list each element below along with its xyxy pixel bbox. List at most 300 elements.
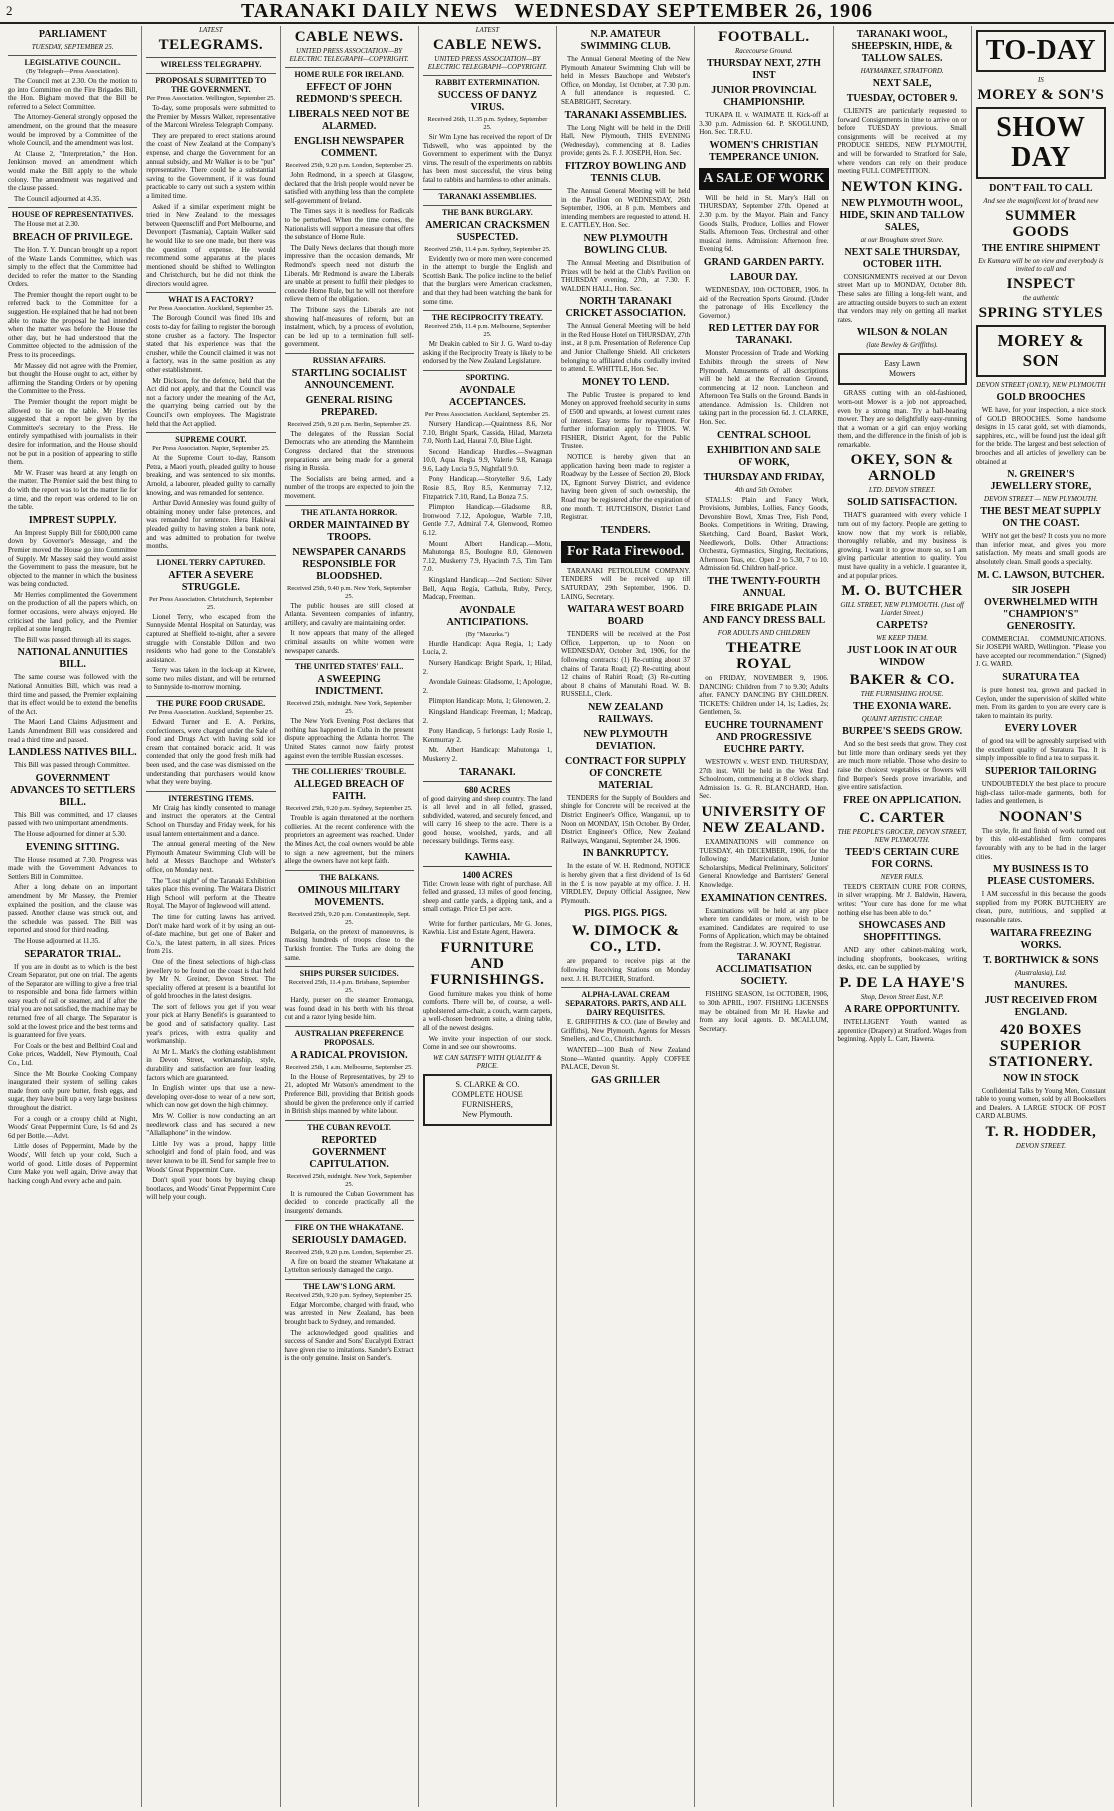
article-paragraph: The House resumed at 7.30. Progress was made with the Government Advances to Settlers Bill in Committee. bbox=[8, 855, 138, 881]
section-heading: TARANAKI WOOL, SHEEPSKIN, HIDE, & TALLOW SALES. bbox=[851, 29, 953, 64]
section-heading: SUCCESS OF DANYZ VIRUS. bbox=[437, 90, 537, 113]
article-headline: LEGISLATIVE COUNCIL. bbox=[8, 55, 137, 67]
section-heading: TENDERS. bbox=[600, 524, 651, 536]
article-paragraph: The annual general meeting of the New Plymouth Amateur Swimming Club will be held at Messrs Bauchope and Webster's office, on Monday next. bbox=[146, 840, 276, 874]
article-paragraph: TEED'S CERTAIN CURE FOR CORNS, in silver wrapping. Mr J. Baldwin, Hawera, writes: "Your cure has done for me what nothing else has been able to do." bbox=[837, 882, 967, 917]
section-heading: GENERAL RISING PREPARED. bbox=[305, 394, 393, 418]
section-heading: ORDER MAINTAINED BY TROOPS. bbox=[288, 519, 410, 543]
section-heading: NORTH TARANAKI CRICKET ASSOCIATION. bbox=[565, 296, 686, 320]
subheading: (late Bewley & Griffiths). bbox=[866, 341, 938, 350]
article-paragraph: are prepared to receive pigs at the following Receiving Stations on Monday next. J. H. BUTCHER, Stratford. bbox=[561, 957, 691, 983]
dateline: Received 25th, 9.20 p.m. Berlin, September 25. bbox=[287, 420, 412, 428]
column-8 bbox=[972, 26, 1110, 1807]
section-heading: BURPEE'S SEEDS GROW. bbox=[842, 726, 963, 738]
boxed-ad-line: S. CLARKE & CO. bbox=[455, 1079, 520, 1089]
section-heading: TELEGRAMS. bbox=[158, 37, 264, 53]
article-paragraph: of good tea will be agreeably surprised with the excellent quality of Suratura Tea. It is simply impossible to find a tea to surpass it. bbox=[975, 737, 1106, 763]
article-paragraph: Will be held in St. Mary's Hall on THURSDAY, September 27th. Opened at 2.30 p.m. by the Mayor. Plain and Fancy Goods Stalls, Produce, Lollies and Flower Stalls. Afternoon Teas. Orchestral and other musical items. Admission: Afternoon free. Evening 6d. bbox=[699, 193, 829, 254]
column-2 bbox=[142, 26, 280, 1807]
subheading: THE FURNISHING HOUSE. bbox=[860, 690, 944, 699]
subheading: QUAINT ARTISTIC CHEAP. bbox=[861, 715, 943, 724]
article-paragraph: The same course was followed with the National Annuities Bill, which was read a third time and passed, the Premier explaining that its effect would be to extend the benefits of the Act. bbox=[8, 673, 138, 716]
section-heading: PIGS. PIGS. PIGS. bbox=[584, 908, 667, 920]
article-paragraph: In the House of Representatives, by 29 to 21, adopted Mr Watson's amendment to the Preference Bill, providing that British goods should be given the preference only if carried in British ships manned by white labour. bbox=[284, 1072, 414, 1116]
article-paragraph: Mr Massey did not agree with the Premier, but thought the House ought to act, either by affirming the Standing Orders or by opening the Committee to the Press. bbox=[8, 361, 138, 396]
article-headline: ALPHA-LAVAL CREAM SEPARATORS. PARTS, AND ALL DAIRY REQUISITES. bbox=[561, 987, 690, 1017]
article-paragraph: Edward Turner and E. A. Perkins, confectioners, were charged under the Sale of Food and Drugs Act with having sold ice cream that contained boracic acid. It was contended that only the good fresh milk had been used, and the case was dismissed on the understanding that purchasers would know what they were buying. bbox=[146, 718, 276, 787]
section-heading: BAKER & CO. bbox=[849, 672, 955, 689]
section-heading: FURNITURE AND FURNISHINGS. bbox=[430, 939, 545, 988]
article-paragraph: Pony Handicap.—Storyteller 9.6, Lady Rosie 8.5, Roy 8.5, Kenmurray 7.12, Fitzpatrick 7.10, Rand, La Bonza 7.5. bbox=[422, 475, 552, 501]
article-paragraph: The Hon. T. Y. Duncan brought up a report of the Waste Lands Committee, which was simply to the effect that the Committee had decided to refer the matter to the Standing Orders. bbox=[8, 245, 138, 289]
section-heading: WAITARA FREEZING WORKS. bbox=[989, 927, 1092, 951]
article-paragraph: The Borough Council was fined 10s and costs to-day for failing to register the borough stone crusher as a factory. The Inspector stated that his experience was that the crusher, while the Council claimed it was not a factory, was in the same position as any other establishment. bbox=[146, 314, 276, 375]
section-heading: CABLE NEWS. bbox=[432, 37, 542, 53]
article-paragraph: And so the best seeds that grow. They cost but little more than ordinary seeds yet they are much more reliable. Those who desire to raise the choicest vegetables or flowers will find Burpee's Seeds prove invariable, and give entire satisfaction. bbox=[837, 740, 967, 792]
article-paragraph: The Premier thought the report ought to be referred back to the Committee for a suggestion. He explained that he had not been able to make the proposal he had intended when the matter was before the House the other day, but he had understood that the Committee objected to the admission of the Press to its proceedings. bbox=[8, 290, 138, 360]
ad-title: 1400 ACRES bbox=[462, 869, 513, 880]
article-headline: WHAT IS A FACTORY? bbox=[146, 292, 275, 304]
article-paragraph: Avondale Guineas: Gladsome, 1; Apologue, 2. bbox=[422, 678, 552, 695]
subheading: UNITED PRESS ASSOCIATION—BY ELECTRIC TELEGRAPH—COPYRIGHT. bbox=[289, 47, 409, 63]
article-paragraph: AND any other cabinet-making work, including shopfronts, bookcases, writing desks, etc. can be supplied by bbox=[837, 946, 967, 972]
article-paragraph: Hardy, purser on the steamer Eromanga, was found dead in his berth with his throat cut and a razor lying beside him. bbox=[284, 996, 414, 1022]
article-paragraph: The acknowledged good qualities and success of Sander and Sons' Eucalypti Extract have given rise to imitations. Sander's Extract is the only genuine. Insist on Sander's. bbox=[284, 1328, 414, 1363]
dateline: Received 25th, 9.40 p.m. New York, September 25. bbox=[287, 584, 412, 600]
subheading: LATEST bbox=[199, 26, 223, 34]
section-heading: ALLEGED BREACH OF FAITH. bbox=[293, 779, 405, 803]
section-heading: TUESDAY, OCTOBER 9. bbox=[846, 93, 958, 104]
article-paragraph: The New York Evening Post declares that nothing has happened in Cuba in the present dispute approaching the Atlanta horror. The United States cannot now fairly protest against even the terrible Russian excesses. bbox=[284, 717, 414, 760]
article-paragraph: At the Supreme Court to-day, Ransom Petra, a Maori youth, pleaded guilty to house breaking, and was sentenced to six months. Arnold, a labourer, pleaded guilty to carnally knowing, and was remanded for sentence. bbox=[146, 454, 276, 497]
dateline: Received 25th, 9.20 p.m. London, September 25. bbox=[285, 1248, 414, 1256]
article-headline: FIRE ON THE WHAKATANE. bbox=[285, 1220, 414, 1232]
article-headline: THE RECIPROCITY TREATY. bbox=[423, 310, 552, 322]
subheading: DEVON STREET — NEW PLYMOUTH. bbox=[984, 495, 1098, 504]
section-heading: SERIOUSLY DAMAGED. bbox=[291, 1234, 407, 1246]
article-headline: HOME RULE FOR IRELAND. bbox=[285, 67, 414, 79]
article-paragraph: In the estate of W. H. Redmond, NOTICE is hereby given that a first dividend of 1s 6d in the £ is now payable at my office. J. H. VIRDLEY, Deputy Official Assignee, New Plymouth. bbox=[561, 862, 691, 905]
section-heading: EVENING SITTING. bbox=[25, 841, 120, 853]
article-paragraph: Don't spoil your boots by buying cheap bootlaces, and Woods' Great Peppermint Cure will help your cough. bbox=[146, 1176, 276, 1202]
boxed-advertisement bbox=[838, 353, 967, 385]
article-paragraph: This Bill was committed, and 17 clauses passed with two unimportant amendments. bbox=[8, 810, 138, 828]
article-paragraph: I AM successful in this because the goods supplied from my PORK BUTCHERY are clean, pure, nutritious, and supplied at reasonable rates. bbox=[975, 890, 1106, 924]
article-paragraph: Nursery Handicap: Bright Spark, 1; Hilad, 2. bbox=[422, 658, 552, 676]
section-heading: CABLE NEWS. bbox=[294, 29, 404, 45]
section-heading: CONTRACT FOR SUPPLY OF CONCRETE MATERIAL bbox=[565, 755, 687, 791]
advertisement bbox=[423, 781, 552, 849]
section-heading: EUCHRE TOURNAMENT AND PROGRESSIVE EUCHRE PARTY. bbox=[704, 719, 823, 755]
article-headline: THE CUBAN REVOLT. bbox=[285, 1120, 414, 1132]
section-heading: LABOUR DAY. bbox=[730, 271, 798, 283]
section-heading: GAS GRILLER bbox=[591, 1074, 661, 1086]
section-heading: BREACH OF PRIVILEGE. bbox=[12, 231, 133, 243]
dateline: Per Press Association. Christchurch, September 25. bbox=[148, 595, 273, 611]
section-heading: RED LETTER DAY FOR TARANAKI. bbox=[708, 323, 820, 347]
inverted-heading: For Rata Firewood. bbox=[561, 541, 690, 563]
subheading: Racecourse Ground. bbox=[735, 47, 793, 55]
section-heading: EFFECT OF JOHN REDMOND'S SPEECH. bbox=[296, 82, 403, 105]
article-paragraph: Mr Dickson, for the defence, held that the Act did not apply, and that the Council was not a factory under the meaning of the Act, the quarrying being carried out by the Council's own employees. The Magistrate held that the Act applied. bbox=[146, 376, 276, 428]
article-headline: WIRELESS TELEGRAPHY. bbox=[146, 57, 275, 69]
section-heading: THE ENTIRE SHIPMENT bbox=[981, 243, 1100, 254]
section-heading: WILSON & NOLAN bbox=[856, 327, 948, 339]
article-paragraph: An Imprest Supply Bill for £600,000 came down by Governor's Message, and the Premier moved the House go into Committee of Supply. Mr Massey said they would assist the Government to pass the measure, but he objected to the manner in which the business was being conducted. bbox=[8, 528, 138, 589]
section-heading: KAWHIA. bbox=[464, 851, 511, 863]
article-paragraph: The Annual General Meeting will be held in the Pavilion on WEDNESDAY, 26th September, 1906, at 8 p.m. Members and intending members are requested to attend. H. E. CATTLEY, Hon. Sec. bbox=[561, 186, 691, 230]
article-paragraph: Mr Craig has kindly consented to manage and instruct the operators at the Central School on Thursday and Friday week, for his usual lantern entertainment and a dance. bbox=[146, 803, 276, 838]
article-paragraph: TENDERS will be received at the Post Office, Lepperton, up to Noon on WEDNESDAY, October 3rd, 1906, for the following contracts: (1) Re-cutting about 37 chains of Tarata Road; (2) Re-cutting about 12 chains of Rahiri Road; (3) Re-cutting about 8 chains of Manutahi Road. W. B. RUSSELL, Clerk. bbox=[561, 630, 691, 699]
section-heading: W. DIMOCK & CO., LTD. bbox=[571, 923, 680, 956]
article-paragraph: CONSIGNMENTS received at our Devon street Mart up to MONDAY, October 8th. These sales are filling a long-felt want, and are attracting outside buyers to such an extent that vendors may rely on getting all market rates. bbox=[837, 272, 967, 324]
boxed-advertisement bbox=[423, 1074, 552, 1126]
dateline: Received 25th, 11.4 p.m. Melbourne, September 25. bbox=[424, 323, 551, 339]
section-heading: FREE ON APPLICATION. bbox=[843, 794, 962, 806]
masthead bbox=[0, 0, 1114, 24]
article-paragraph: The Tribune says the Liberals are not showing half-measures of reform, but an instalment, which, by a process of evolution, can be led up to a termination full self-government. bbox=[284, 305, 414, 349]
section-heading: PARLIAMENT bbox=[38, 29, 107, 40]
article-paragraph: For a cough or a croupy child at Night, Woods' Great Peppermint Cure, 1s 6d and 2s 6d per Bottle.—Advt. bbox=[8, 1114, 138, 1140]
ad-text: of good dairying and sheep country. The land is all level and in all felled, grassed, subdivided, watered, and securely fenced, and will carry 16 sheep to the acre. There is a good house, woolshed, yards, and all necessary buildings. Terms easy. bbox=[422, 794, 552, 845]
section-heading: P. DE LA HAYE'S bbox=[839, 974, 965, 991]
article-paragraph: Mount Albert Handicap.—Motu, Mahutonga 8.5, Boulogne 8.0, Glenowen 7.12, Muskerry 7.9, Hyacinth 7.5, Tim Tam 7.0. bbox=[422, 539, 552, 574]
subheading: Shop, Devon Street East, N.P. bbox=[860, 992, 944, 1001]
boxed-ad-line: COMPLETE HOUSE FURNISHERS, bbox=[451, 1089, 523, 1109]
article-paragraph: The Socialists are being armed, and a number of the troops are expected to join the movement. bbox=[284, 474, 414, 501]
section-heading: MANURES. bbox=[1014, 979, 1068, 991]
subheading: DEVON STREET. bbox=[1015, 1141, 1066, 1150]
subheading: DEVON STREET (ONLY), NEW PLYMOUTH bbox=[976, 381, 1106, 389]
section-heading: N.P. AMATEUR SWIMMING CLUB. bbox=[580, 29, 671, 52]
boxed-ad-line: New Plymouth. bbox=[462, 1109, 513, 1119]
section-heading: NOONAN'S bbox=[999, 808, 1083, 825]
section-heading: STARTLING SOCIALIST ANNOUNCEMENT. bbox=[291, 367, 407, 391]
article-paragraph: Evidently two or more men were concerned in the attempt to burgle the English and Scottish Bank. The police incline to the belief that the burglars were American cracksmen, and that they had been watching the bank for some time. bbox=[422, 254, 552, 306]
article-paragraph: The Annual General Meeting will be held in the Red House Hotel on THURSDAY, 27th inst., at 8 p.m. Presentation of Reference Cup and Junior Challenge Shield. All cricketers belonging to affiliated clubs cordially invited to attend. E. WHITTLE, Hon. Sec. bbox=[561, 322, 691, 374]
page-number: 2 bbox=[6, 3, 13, 18]
article-paragraph: The Annual Meeting and Distribution of Prizes will be held at the Club's Pavilion on THURSDAY evening, 27th, at 7.30. F. WALDEN HALL, Hon. Sec. bbox=[561, 258, 691, 293]
article-headline: RABBIT EXTERMINATION. bbox=[423, 75, 552, 87]
section-heading: CARPETS? bbox=[876, 620, 928, 632]
article-paragraph: WHY not get the best? It costs you no more than inferior meat, and gives you more satisfaction. My meats and small goods are absolutely clean. Small goods a specialty. bbox=[975, 532, 1106, 566]
article-paragraph: WANTED—100 Bush of New Zealand Stone—Wanted quantity. Apply COFFEE PALACE, Devon St. bbox=[561, 1045, 691, 1072]
section-heading: A RARE OPPORTUNITY. bbox=[844, 1003, 960, 1015]
article-headline: SUPREME COURT. bbox=[146, 432, 275, 444]
section-heading: M. O. BUTCHER bbox=[841, 583, 963, 600]
section-heading: GRAND GARDEN PARTY. bbox=[703, 256, 824, 268]
section-heading: A RADICAL PROVISION. bbox=[290, 1049, 408, 1061]
section-heading: JUST LOOK IN AT OUR WINDOW bbox=[847, 645, 958, 669]
article-paragraph: After a long debate on an important amendment by Mr Massey, the Premier explained the position, and the clause was passed. Another clause was struck out, and the schedule was passed. The Bill was reported and stood for third reading. bbox=[8, 883, 138, 935]
section-heading: FITZROY BOWLING AND TENNIS CLUB. bbox=[564, 160, 687, 184]
article-headline: SPORTING. bbox=[423, 370, 552, 382]
section-heading: LIBERALS NEED NOT BE ALARMED. bbox=[288, 109, 410, 132]
section-heading: SOLID SATISFACTION. bbox=[847, 497, 957, 509]
column-7 bbox=[834, 26, 972, 1807]
article-paragraph: Kingsland Handicap.—2nd Section: Silver Bell, Aqua Regia, Cathula, Ruby, Percy, Madcap, Freeman. bbox=[422, 576, 552, 602]
article-paragraph: The Premier thought the report might be allowed to lie on the table. Mr Herries suggested that a report be given by the Committee's secretary to the Press. He entirely sympathised with journalists in their desire for information, and the House should not be put in a position of appearing to stifle them. bbox=[8, 398, 138, 467]
article-paragraph: COMMERCIAL COMMUNICATIONS. Sir JOSEPH WARD, Wellington. "Please you have accepted our recommendation." (Signed) J. G. WARD. bbox=[975, 634, 1106, 669]
article-paragraph: Sir Wm Lyne has received the report of Dr Tidswell, who was appointed by the Government to experiment with the Danyz virus. The result of the experiments on rabbits has been most successful, the virus being fatal to rabbits and harmless to other animals. bbox=[422, 133, 552, 184]
article-paragraph: Since the Mt Bourke Cooking Company inaugurated their system of selling cakes made from only pure butter, fresh eggs, and sugar, they have built up a very large business throughout the district. bbox=[8, 1069, 138, 1112]
article-paragraph: At Mr L. Mark's the clothing establishment in Devon Street, workmanship, style, durability and satisfaction are four leading factors which are guaranteed. bbox=[146, 1047, 276, 1082]
article-headline: INTERESTING ITEMS. bbox=[146, 791, 275, 803]
article-paragraph: Good furniture makes you think of home comforts. There will be, of course, a well-upholstered arm-chair, a couch, warm carpets, a well-chosen bedroom suite, a dining table, all of the newest designs. bbox=[422, 989, 552, 1033]
boxed-ad-line: SHOW DAY bbox=[996, 112, 1086, 173]
article-paragraph: WEDNESDAY, 10th OCTOBER, 1906. In aid of the Recreation Sports Ground. (Under the patronage of His Excellency the Governor.) bbox=[699, 285, 829, 320]
article-paragraph: Mr Herries complimented the Government on the production of all the papers which, on former occasions, were always enjoyed. He criticised the land policy, and the Premier replied at some length. bbox=[8, 590, 138, 634]
ad-title: 680 ACRES bbox=[464, 784, 511, 795]
subheading: FOR ADULTS AND CHILDREN bbox=[717, 629, 811, 637]
article-paragraph: In English winter ups that use a new-developing over-dose to wear of a new sort, which can now get down the high chimney. bbox=[146, 1084, 276, 1110]
subheading: UNITED PRESS ASSOCIATION—BY ELECTRIC TELEGRAPH—COPYRIGHT. bbox=[427, 55, 548, 71]
article-paragraph: THAT'S guaranteed with every vehicle I turn out of my factory. People are getting to know now that my work is reliable, thoroughly reliable, and my business is growing. I want it to grow more so, so I am giving particular attention to quality. You must have quality in a vehicle. I guarantee it, and at popular prices. bbox=[837, 511, 967, 580]
article-paragraph: is pure honest tea, grown and packed in Ceylon, under the supervision of skilled white men. From its garden to you are every care is taken to maintain its purity. bbox=[975, 685, 1106, 720]
column-4 bbox=[419, 26, 557, 1807]
ad-text: Title: Crown lease with right of purchase. All felled and grassed, 13 miles of good fencing, sheep and cattle yards, a dipping tank, and a small cottage. Price £3 per acre. bbox=[422, 879, 552, 913]
section-heading: GOLD BROOCHES bbox=[996, 392, 1086, 403]
subheading: (Australasia), Ltd. bbox=[1015, 968, 1067, 977]
subheading: LATEST bbox=[475, 26, 500, 34]
section-heading: DON'T FAIL TO CALL bbox=[989, 183, 1093, 194]
article-paragraph: Arthur David Annesley was found guilty of obtaining money under false pretences, and was remanded for sentence. Hera Hakiwai pleaded guilty to having stolen a bank note, and was admitted to probation for twelve months. bbox=[146, 499, 276, 551]
article-paragraph: TARANAKI PETROLEUM COMPANY. TENDERS will be received up till SATURDAY, 29th September, 1906. D. LAING, Secretary. bbox=[561, 566, 691, 601]
article-paragraph: The Attorney-General strongly opposed the amendment, on the ground that the measure would be improved by a Committee of the whole Council, and the amendment was lost. bbox=[8, 113, 138, 148]
article-headline: THE PURE FOOD CRUSADE. bbox=[146, 696, 275, 708]
section-heading: CENTRAL SCHOOL bbox=[717, 429, 811, 441]
dateline: Received 25th, 9.20 p.m. Sydney, September 25. bbox=[285, 1291, 413, 1299]
article-paragraph: Second Handicap Hurdles.—Swagman 10.0, Aqua Regia 9.9, Valerie 9.8, Kanaga 9.6, Lady Lucia 9.5, Nightfall 9.0. bbox=[422, 447, 552, 473]
article-paragraph: Little Ivy was a proud, happy little schoolgirl and fond of plain food, and was never known to be ill. Send for sample free to Woods' Great Peppermint Cure. bbox=[146, 1139, 276, 1174]
section-heading: WOMEN'S CHRISTIAN TEMPERANCE UNION. bbox=[709, 139, 819, 163]
dateline: Received 25th, 11.4 p.m. Sydney, September 25. bbox=[424, 245, 551, 253]
boxed-advertisement bbox=[976, 107, 1106, 179]
subheading: Ex Kumara will be on view and everybody is invited to call and bbox=[978, 257, 1104, 273]
dateline: Per Press Association. Auckland, September 25. bbox=[148, 305, 274, 313]
article-paragraph: Trouble is again threatened at the northern collieries. At the recent conference with the proprietors an agreement was reached. Under the Mines Act, the coal owners would be able to sign a new agreement, but the miners allege the owners have not kept faith. bbox=[284, 814, 414, 866]
dateline: Received 25th, 9.20 p.m. Constantinople, Sept. 25. bbox=[287, 910, 411, 926]
boxed-ad-line: Easy Lawn bbox=[884, 359, 920, 369]
article-headline: TARANAKI ASSEMBLIES. bbox=[423, 189, 552, 201]
article-paragraph: Terry was taken in the lock-up at Kirwee, some two miles distant, and will be returned to Sunnyside to-morrow morning. bbox=[146, 666, 276, 692]
section-heading: T. R. HODDER, bbox=[985, 1123, 1097, 1140]
section-heading: EXHIBITION AND SALE OF WORK, bbox=[706, 444, 821, 468]
section-heading: N. GREINER'S JEWELLERY STORE, bbox=[990, 469, 1092, 493]
article-paragraph: CLIENTS are particularly requested to forward Consignments in time to arrive on or before TUESDAY previous. Small consignments will be received at my PRODUCE SHEDS, NEW PLYMOUTH, and will be forwarded to Stratford for Sale, where vendors can rely on their produce meeting FULL COMPETITION. bbox=[837, 107, 967, 176]
subheading: WE CAN SATISFY WITH QUALITY & PRICE. bbox=[432, 1053, 542, 1070]
dateline: Received 25th, 9.20 p.m. London, September 25. bbox=[285, 162, 414, 169]
article-paragraph: The Council adjourned at 4.35. bbox=[14, 194, 102, 203]
article-paragraph: The House met at 2.30. bbox=[14, 220, 80, 229]
article-paragraph: Mr Deakin cabled to Sir J. G. Ward to-day asking if the Reciprocity Treaty is likely to be endorsed by the New Zealand Legislature. bbox=[422, 340, 552, 366]
subheading: And see the magnificent lot of brand new bbox=[983, 197, 1099, 205]
article-paragraph: The House adjourned at 11.35. bbox=[14, 936, 101, 945]
section-heading: LANDLESS NATIVES BILL. bbox=[8, 747, 137, 759]
article-headline: THE BANK BURGLARY. bbox=[423, 205, 552, 217]
article-paragraph: Pony Handicap, 5 furlongs: Lady Rosie 1, Kenmurray 2. bbox=[422, 727, 552, 744]
dateline: Per Press Association. Auckland, September 25. bbox=[424, 410, 550, 418]
section-heading: NATIONAL ANNUITIES BILL. bbox=[17, 647, 128, 671]
section-heading: IN BANKRUPTCY. bbox=[582, 848, 669, 860]
section-heading: WAITARA WEST BOARD BOARD bbox=[567, 604, 684, 628]
section-heading: AVONDALE ACCEPTANCES. bbox=[448, 384, 526, 408]
section-heading: AVONDALE ANTICIPATIONS. bbox=[446, 604, 529, 628]
article-paragraph: Mrs W. Collier is now conducting an art needlework class and has secured a new "Allallaphone" in the window. bbox=[146, 1112, 276, 1138]
section-heading: OKEY, SON & ARNOLD bbox=[850, 452, 954, 485]
article-paragraph: The Annual General Meeting of the New Plymouth Amateur Swimming Club will be held in Messrs Bauchope and Webster's Office, on Monday, 1st October, at 7.30 p.m. A full attendance is requested. C. SEABRIGHT, Secretary. bbox=[561, 55, 691, 106]
section-heading: TARANAKI ACCLIMATISATION SOCIETY. bbox=[715, 952, 813, 988]
article-paragraph: Monster Procession of Trade and Working Exhibits through the streets of New Plymouth. Amusements of all descriptions will be held at the Recreation Ground, commencing at 12 noon. Luncheon and Afternoon Tea Stalls on the Ground. Bands in attendance. Admission 1s. Children not taking part in the procession 6d. J. CLARKE, Hon. Sec. bbox=[699, 349, 829, 427]
article-headline: RUSSIAN AFFAIRS. bbox=[285, 353, 414, 365]
section-heading: FOOTBALL. bbox=[718, 29, 810, 45]
article-paragraph: Confidential Talks by Young Men, Constant table to young women, sold by all Booksellers and Dealers. A LARGE STOCK OF POST CARD ALBUMS. bbox=[975, 1086, 1106, 1121]
article-paragraph: The Long Night will be held in the Drill Hall, New Plymouth, THIS EVENING (Wednesday), commencing at 8. Ladies provide; gents 2s. F. J. JOSEPH, Hon. Sec. bbox=[561, 123, 691, 158]
section-heading: SIR JOSEPH OVERWHELMED WITH "CHAMPION'S" GENEROSITY. bbox=[984, 584, 1098, 632]
section-heading: NEW PLYMOUTH BOWLING CLUB. bbox=[583, 232, 668, 256]
article-paragraph: Mr W. Fraser was heard at any length on the matter. The Premier said the best thing to do with the report was to let the matter lie for a time, and the report was ordered to lie on the table. bbox=[8, 468, 138, 512]
section-heading: MOREY & SON'S bbox=[977, 87, 1105, 103]
inverted-heading: A SALE OF WORK bbox=[699, 168, 828, 190]
section-heading: AMERICAN CRACKSMEN SUSPECTED. bbox=[425, 219, 550, 243]
section-heading: IMPREST SUPPLY. bbox=[28, 514, 117, 526]
article-paragraph: They are prepared to erect stations around the coast of New Zealand at the Company's expense, and charge the Government for an annual subsidy, and Mr Walker is to be "put" representative. There could be a substantial saving to the Government, if it was found practicable to carry out such a system within a limited time. bbox=[146, 131, 276, 200]
article-paragraph: UNDOUBTEDLY the best place to procure high-class tailor-made garments, both for ladies and gentlemen, is bbox=[975, 780, 1106, 806]
section-heading: NOW IN STOCK bbox=[1002, 1072, 1079, 1084]
column-3 bbox=[281, 26, 419, 1807]
article-headline: THE ATLANTA HORROR. bbox=[285, 505, 414, 517]
subheading: THE PEOPLE'S GROCER, DEVON STREET, NEW PLYMOUTH. bbox=[837, 827, 967, 844]
article-paragraph: EXAMINATIONS will commence on TUESDAY, 4th DECEMBER, 1906, for the following: Matriculation, Junior Scholarships, Medical Preliminary, Solicitors' General Knowledge and Barristers' General Knowledge. bbox=[699, 837, 829, 889]
article-headline: THE COLLIERIES' TROUBLE. bbox=[285, 764, 414, 776]
article-paragraph: The Council met at 2.30. On the motion to go into Committee on the Fire Brigades Bill, the Hon. Bigham moved that the Bill be referred to a Select Committee. bbox=[8, 77, 138, 111]
article-paragraph: WESTOWN v. WEST END. THURSDAY, 27th inst. Will be held in the West End Schoolroom, commencing at 8 o'clock sharp. Admission 1s. G. R. BLANCHARD, Hon. Sec. bbox=[699, 757, 829, 801]
subheading: HAYMARKET, STRATFORD. bbox=[860, 67, 944, 75]
section-heading: SEPARATOR TRIAL. bbox=[24, 948, 121, 960]
section-heading: NEWSPAPER CANARDS RESPONSIBLE FOR BLOODSHED. bbox=[292, 546, 406, 582]
section-heading: M. C. LAWSON, BUTCHER. bbox=[977, 569, 1105, 581]
article-headline: SHIPS PURSER SUICIDES. bbox=[285, 966, 414, 978]
section-heading: NEW PLYMOUTH WOOL, HIDE, SKIN AND TALLOW SALES, bbox=[839, 197, 965, 233]
boxed-ad-line: MOREY & SON bbox=[997, 331, 1085, 370]
article-paragraph: TENDERS for the Supply of Boulders and shingle for Concrete will be received at the District Engineer's Office, Wanganui, up to Noon on MONDAY, 15th October. By Order, District Engineer's Office, New Zealand Railways, Wanganui, September 24, 1906. bbox=[561, 793, 691, 845]
section-heading: FIRE BRIGADE PLAIN AND FANCY DRESS BALL bbox=[702, 603, 826, 626]
article-paragraph: The time for cutting lawns has arrived. Don't make hard work of it by using an out-of-date machine, but get one of Baker and Co.'s, the latest pattern, in all sizes. Prices from 21s. bbox=[146, 912, 276, 956]
subheading: IS bbox=[1037, 76, 1044, 84]
article-paragraph: For Coals or the best and Bellbird Coal and Coke prices, Waddell, New Plymouth, Coal Co., Ltd. bbox=[8, 1041, 138, 1068]
article-paragraph: on FRIDAY, NOVEMBER 9, 1906. DANCING: Children from 7 to 9.30; Adults after. FANCY DANCING BY CHILDREN. TICKETS: Children under 14, 1s; Ladies, 2s; Gentlemen, 5s. bbox=[699, 674, 829, 717]
subheading: WE KEEP THEM. bbox=[876, 634, 929, 643]
article-paragraph: Plimpton Handicap.—Gladsome 8.8, Ironwood 7.12, Apologue, Warble 7.10, Gentle 7.7, Admiral 7.4, Glenwood, Romeo 6.12. bbox=[422, 503, 552, 538]
article-headline: THE LAW'S LONG ARM. bbox=[285, 1279, 414, 1291]
column-1 bbox=[4, 26, 142, 1807]
article-headline: LIONEL TERRY CAPTURED. bbox=[146, 555, 275, 567]
section-heading: TEED'S CERTAIN CURE FOR CORNS. bbox=[845, 846, 960, 870]
section-heading: SUMMER GOODS bbox=[1005, 208, 1077, 240]
section-heading: GOVERNMENT ADVANCES TO SETTLERS BILL. bbox=[10, 772, 136, 808]
dateline: Received 25th, 9.20 p.m. Sydney, September 25. bbox=[285, 805, 413, 813]
subheading: 4th and 5th October. bbox=[735, 485, 793, 494]
dateline: Received 26th, 11.35 p.m. Sydney, September 25. bbox=[427, 116, 548, 131]
section-heading: THURSDAY AND FRIDAY, bbox=[703, 471, 825, 483]
section-heading: NEWTON KING. bbox=[841, 178, 963, 195]
section-heading: OMINOUS MILITARY MOVEMENTS. bbox=[297, 884, 401, 908]
dateline: Received 25th, midnight. New York, September 25. bbox=[286, 700, 412, 716]
article-paragraph: Write for further particulars, Mr G. Jones, Kawhia. List and Estate Agent, Hawera. bbox=[422, 919, 552, 937]
article-paragraph: WE have, for your inspection, a nice stock of GOLD BROOCHES. Some handsome designs in 15 carat gold, set with diamonds, sapphires, etc., will be found just the ideal gift for the bride. The largest and best selection of brooches and all articles of jewellery can be obtained at bbox=[975, 406, 1106, 466]
section-heading: TARANAKI. bbox=[459, 766, 516, 778]
article-paragraph: The Daily News declares that though more impressive than the occasion demands, Mr Redmond's speech need not disturb the Liberals. Mr Redmond is aware the Liberals are unable at present to fulfil their pledges to concede Home Rule, but he will not therefore relieve them of the obligation. bbox=[284, 243, 414, 304]
article-paragraph: One of the finest selections of high-class jewellery to be found on the coast is that held by Mr N. Greiner, Devon Street. The speciality offered at present is a beautiful lot of gold brooches in the latest designs. bbox=[146, 957, 276, 1001]
section-heading: UNIVERSITY OF NEW ZEALAND. bbox=[701, 803, 827, 836]
article-paragraph: Mt. Albert Handicap: Mahutonga 1, Muskerry 2. bbox=[422, 746, 552, 763]
section-heading: NEW PLYMOUTH DEVIATION. bbox=[583, 728, 668, 752]
section-heading: THE EXONIA WARE. bbox=[853, 701, 952, 713]
article-paragraph: The Maori Land Claims Adjustment and Lands Amendment Bill was considered and read a third time and passed. bbox=[8, 718, 138, 744]
column-6 bbox=[695, 26, 833, 1807]
dateline: Per Press Association. Auckland, September 25. bbox=[148, 709, 274, 717]
article-paragraph: INTELLIGENT Youth wanted as apprentice (Drapery) at Stratford. Wages from beginning. Apply L. Carr, Hawera. bbox=[837, 1017, 967, 1044]
section-heading: SUPERIOR TAILORING bbox=[985, 766, 1097, 778]
article-paragraph: The "Lost night" of the Taranaki Exhibition takes place this evening. The Waitara District High School will perform at the Theatre Royal. The Mayor of Inglewood will attend. bbox=[146, 876, 276, 911]
section-heading: THURSDAY NEXT, 27TH INST bbox=[706, 58, 821, 81]
subheading: the authentic bbox=[1022, 294, 1060, 302]
article-paragraph: Hurdle Handicap: Aqua Regia, 1; Lady Lucia, 2. bbox=[422, 639, 552, 657]
section-heading: SURATURA TEA bbox=[1002, 671, 1080, 683]
article-paragraph: FISHING SEASON, 1st OCTOBER, 1906, to 30th APRIL, 1907. FISHING LICENSES may be obtained from Mr H. Hawke and from any local agents. D. MCALLUM, Secretary. bbox=[699, 990, 829, 1033]
section-heading: NEXT SALE THURSDAY, OCTOBER 11TH. bbox=[844, 246, 960, 270]
article-paragraph: Edgar Morcombe, charged with fraud, who was arrested in New Zealand, has been brought back to Sydney, and remanded. bbox=[284, 1300, 414, 1326]
section-heading: EXAMINATION CENTRES. bbox=[700, 892, 827, 904]
section-heading: ENGLISH NEWSPAPER COMMENT. bbox=[294, 136, 405, 159]
section-heading: INSPECT bbox=[1006, 276, 1076, 292]
section-heading: JUNIOR PROVINCIAL CHAMPIONSHIP. bbox=[711, 85, 817, 108]
article-paragraph: The Bill was passed through all its stages. bbox=[14, 635, 132, 644]
section-heading: THE BEST MEAT SUPPLY ON THE COAST. bbox=[980, 506, 1102, 530]
article-headline: HOUSE OF REPRESENTATIVES. bbox=[8, 207, 137, 219]
article-headline: AUSTRALIAN PREFERENCE PROPOSALS. bbox=[285, 1026, 414, 1047]
subheading: TUESDAY, SEPTEMBER 25. bbox=[31, 43, 114, 51]
section-heading: AFTER A SEVERE STRUGGLE. bbox=[168, 569, 254, 593]
article-headline: THE UNITED STATES' FALL. bbox=[285, 659, 414, 671]
article-paragraph: We invite your inspection of our stock. Come in and see our showrooms. bbox=[422, 1034, 552, 1052]
dateline: Per Press Association. Napier, September 25. bbox=[152, 445, 270, 453]
article-paragraph: Kingsland Handicap: Freeman, 1; Madcap, 2. bbox=[422, 707, 552, 725]
section-heading: SHOWCASES AND SHOPFITTINGS. bbox=[858, 920, 946, 944]
section-heading: SPRING STYLES bbox=[978, 305, 1104, 321]
section-heading: THEATRE ROYAL bbox=[726, 640, 802, 672]
section-heading: TARANAKI ASSEMBLIES. bbox=[564, 109, 687, 121]
article-paragraph: Bulgaria, on the pretext of manoeuvres, is massing hundreds of troops close to the Turkish frontier. The Turks are doing the same. bbox=[284, 927, 414, 962]
dateline: Received 25th, 11.4 p.m. Brisbane, September 25. bbox=[288, 979, 410, 995]
boxed-advertisement bbox=[976, 325, 1106, 377]
article-paragraph: The delegates of the Russian Social Democrats who are attending the Mannheim Congress declared that the strenuous preparations are being made for a general rising in Russia. bbox=[284, 429, 414, 473]
article-paragraph: Nursery Handicap.—Quaintness 8.6, Nor 7.10, Bright Spark, Cassida, Hilad, Marzeta 7.0, North Lad, Haurai 7.0, Blue Light. bbox=[422, 419, 552, 446]
article-headline: THE BALKANS. bbox=[285, 870, 414, 882]
article-paragraph: This Bill was passed through Committee. bbox=[14, 761, 130, 770]
boxed-advertisement bbox=[976, 30, 1106, 72]
article-paragraph: STALLS: Plain and Fancy Work, Provisions, Jumbles, Lollies, Fancy Goods, Devonshire Bowl, Xmas Tree, Fish Pond, Books. Competitions in Writing, Drawing, Sketching, Card Board, Basket Work, Needlework, Dolls. Other Attractions: Orchestra, Gymnastics, Singing, Recitations, Afternoon Teas, etc. Open 2 to 5.30, 7 to 10. Admission 6d. Children half-price. bbox=[699, 495, 829, 573]
article-paragraph: Asked if a similar experiment might be tried in New Zealand to the messages between Queenscliff and Port Melbourne, and Devonport (Tasmania), Captain Walker said he would like to see one made, but there was the question of expense. He would recommend some apparatus at the places mentioned should be shifted to Wellington and Christchurch, but he did not think the directors would agree. bbox=[146, 202, 276, 288]
article-paragraph: The House adjourned for dinner at 5.30. bbox=[14, 829, 127, 838]
article-paragraph: John Redmond, in a speech at Glasgow, declared that the Irish people would never be satisfied with anything less than the complete self-government of Ireland. bbox=[284, 171, 414, 205]
article-paragraph: Little doses of Peppermint, Made by the Woods', Will fetch up your cold, Such a world of good. Little doses of Peppermint Cure Make you well again, Drive away that hacking cough And every ache and pain. bbox=[8, 1142, 138, 1185]
section-heading: REPORTED GOVERNMENT CAPITULATION. bbox=[309, 1134, 389, 1170]
article-paragraph: It is rumoured the Cuban Government has decided to concede practically all the insurgents' demands. bbox=[284, 1189, 414, 1216]
article-paragraph: A fire on board the steamer Whakatane at Lyttelton seriously damaged the cargo. bbox=[284, 1257, 414, 1275]
column-5 bbox=[557, 26, 695, 1807]
boxed-ad-line: Mowers bbox=[889, 369, 916, 379]
